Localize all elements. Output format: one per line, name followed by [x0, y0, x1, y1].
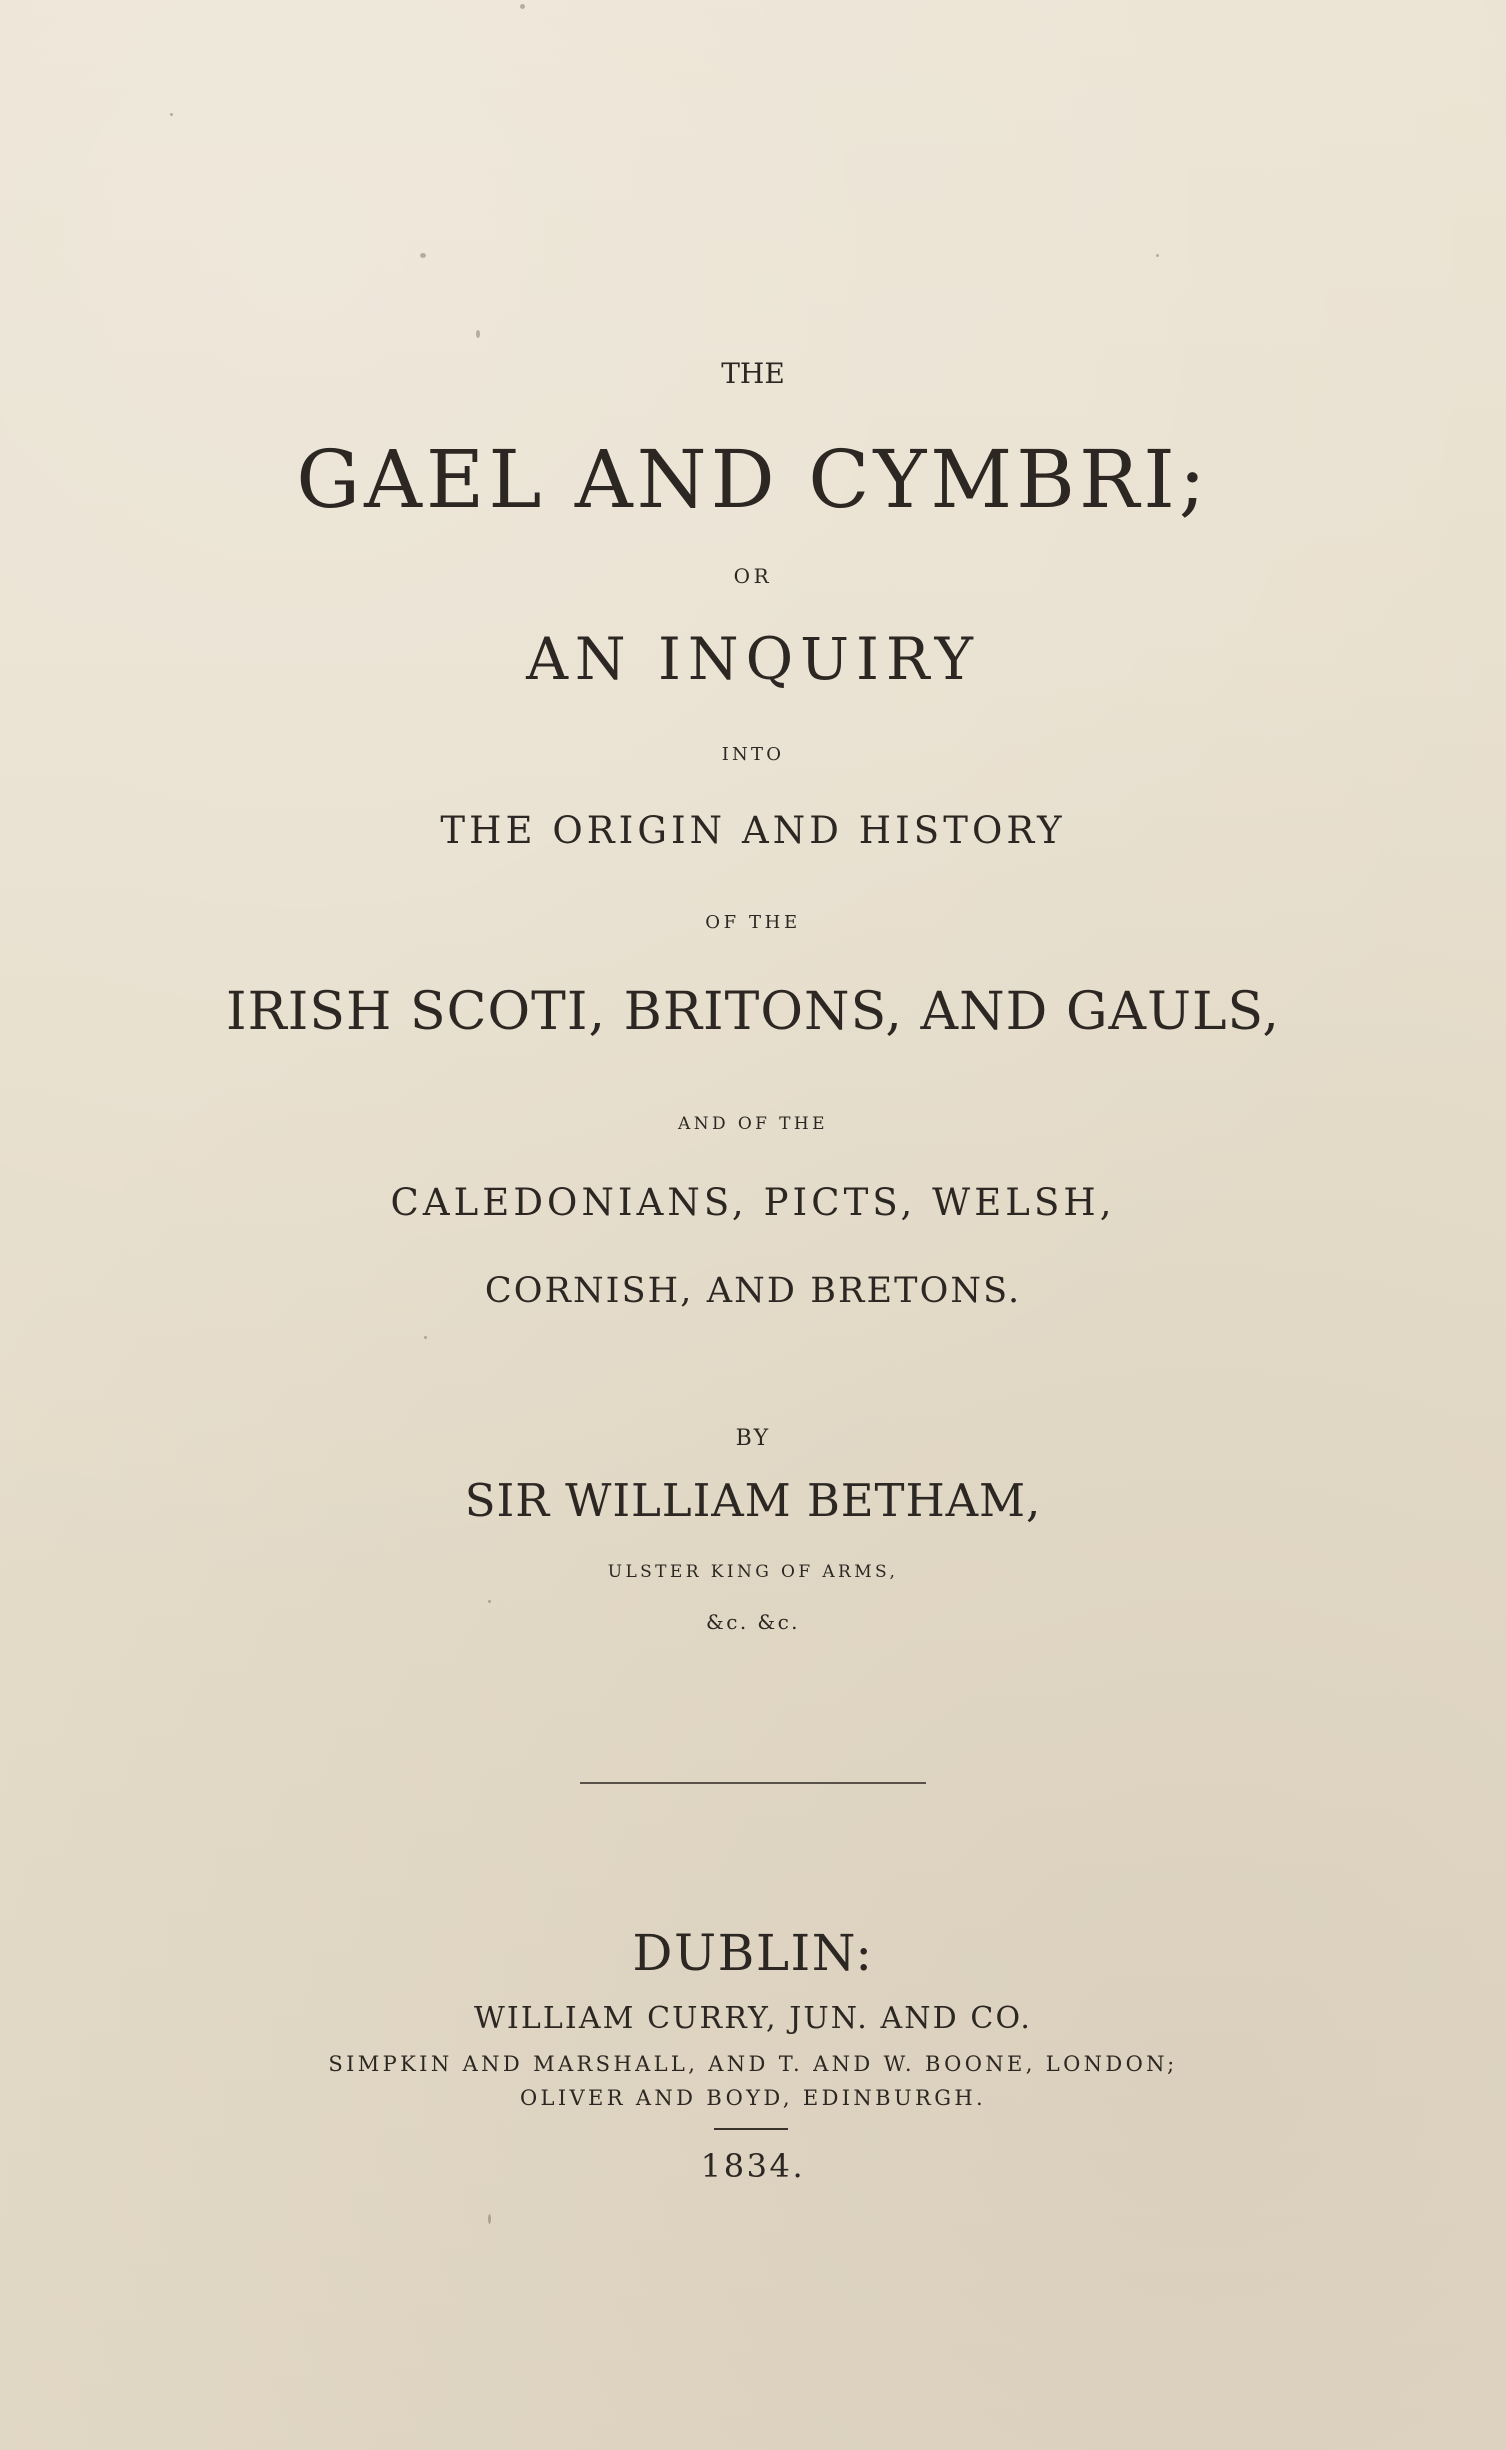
imprint-publisher-3: OLIVER AND BOYD, EDINBURGH. [519, 2086, 987, 2110]
short-divider-rule [714, 2128, 788, 2130]
connector-of-the: OF THE [705, 912, 801, 933]
foxing-speck [424, 1336, 427, 1339]
peoples-line-3: CORNISH, AND BRETONS. [484, 1271, 1022, 1311]
foxing-speck [170, 113, 173, 116]
foxing-speck [488, 2214, 491, 2224]
byline-by: BY [735, 1426, 771, 1451]
foxing-speck [488, 1600, 491, 1603]
imprint-year: 1834. [700, 2147, 806, 2185]
title-article: THE [721, 357, 785, 390]
connector-or: OR [733, 564, 773, 588]
imprint-place: DUBLIN: [632, 1924, 874, 1982]
foxing-speck [1156, 254, 1159, 257]
author-office: ULSTER KING OF ARMS, [607, 1562, 899, 1582]
foxing-speck [520, 4, 525, 9]
imprint-publisher-1: WILLIAM CURRY, JUN. AND CO. [473, 2001, 1033, 2036]
author-name: SIR WILLIAM BETHAM, [464, 1474, 1042, 1527]
subtitle-inquiry: AN INQUIRY [526, 625, 980, 693]
connector-and-of-the: AND OF THE [678, 1114, 828, 1134]
divider-rule [580, 1782, 926, 1784]
author-etc: &c. &c. [706, 1610, 800, 1634]
foxing-speck [476, 330, 480, 338]
foxing-speck [420, 253, 426, 258]
peoples-line-1: IRISH SCOTI, BRITONS, AND GAULS, [226, 982, 1280, 1042]
connector-into: INTO [721, 744, 785, 765]
main-title: GAEL AND CYMBRI; [296, 433, 1210, 526]
subtitle-origin: THE ORIGIN AND HISTORY [440, 809, 1066, 852]
imprint-publisher-2: SIMPKIN AND MARSHALL, AND T. AND W. BOONE, LONDON; [328, 2052, 1178, 2076]
peoples-line-2: CALEDONIANS, PICTS, WELSH, [390, 1181, 1116, 1224]
